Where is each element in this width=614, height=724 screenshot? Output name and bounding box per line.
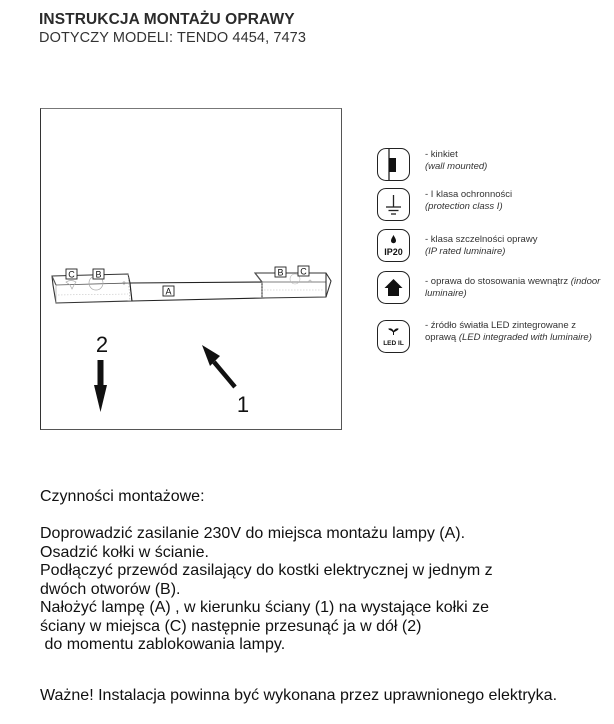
label-a: A bbox=[165, 286, 172, 297]
legend-text-en: (LED integraded with luminaire) bbox=[458, 331, 592, 343]
instruction-line: Podłączyć przewód zasilający do kostki elektrycznej w jednym z bbox=[40, 562, 493, 579]
legend-text-pl: - kinkiet bbox=[425, 149, 458, 160]
indoor-house-icon bbox=[377, 271, 410, 304]
lamp-middle-bar bbox=[130, 282, 264, 301]
legend-text-pl: - klasa szczelności oprawy bbox=[425, 234, 538, 245]
assembly-instructions bbox=[40, 488, 600, 655]
label-c-left: C bbox=[68, 269, 75, 280]
legend-text-pl-span: - źródło światła LED zintegrowane z oprawą bbox=[425, 320, 577, 343]
lamp-right-end bbox=[255, 273, 331, 298]
step-2-label: 2 bbox=[95, 332, 109, 357]
protection-class-ground-icon bbox=[377, 188, 410, 221]
legend-text-en: (wall mounted) bbox=[425, 160, 488, 172]
document-subtitle: DOTYCZY MODELI: TENDO 4454, 7473 bbox=[39, 30, 306, 46]
step-1-label: 1 bbox=[236, 392, 250, 417]
instruction-line: do momentu zablokowania lampy. bbox=[40, 636, 286, 653]
water-drop-icon bbox=[391, 235, 396, 243]
ip20-icon-label: IP20 bbox=[384, 247, 403, 257]
document-title: INSTRUKCJA MONTAŻU OPRAWY bbox=[39, 11, 295, 28]
label-b-left: B bbox=[95, 269, 102, 280]
arrow-down-icon bbox=[94, 360, 107, 412]
ip20-icon bbox=[377, 229, 410, 262]
leaf-icon bbox=[389, 329, 398, 335]
label-b-right: B bbox=[277, 267, 284, 278]
instruction-line: dwóch otworów (B). bbox=[40, 580, 181, 598]
instruction-line: Osadzić kołki w ścianie. bbox=[40, 543, 209, 561]
led-icon-label: LED IL bbox=[383, 340, 404, 347]
legend-text-pl-span: - oprawa do stosowania wewnątrz bbox=[425, 276, 569, 287]
legend-text-pl: - I klasa ochronności bbox=[425, 189, 513, 200]
instruction-line: Nałożyć lampę (A) , w kierunku ściany (1) na wystające kołki ze bbox=[40, 599, 490, 616]
led-integrated-icon bbox=[377, 320, 410, 353]
legend-text-en: (protection class I) bbox=[425, 200, 503, 212]
instructions-heading: Czynności montażowe: bbox=[40, 488, 205, 505]
legend-text-pl bbox=[425, 276, 605, 299]
wall-mounted-icon bbox=[377, 148, 410, 181]
label-c-right: C bbox=[300, 266, 307, 277]
legend-text-pl bbox=[425, 320, 595, 343]
legend-text-en: (indoor luminaire) bbox=[425, 276, 601, 299]
instruction-line: ściany w miejsca (C) następnie przesunąć ja w dół (2) bbox=[40, 617, 422, 635]
arrow-diagonal-icon bbox=[202, 345, 235, 387]
legend-text-en: (IP rated luminaire) bbox=[425, 245, 506, 257]
instruction-line: Doprowadzić zasilanie 230V do miejsca montażu lampy (A). bbox=[40, 525, 466, 542]
installation-warning: Ważne! Instalacja powinna być wykonana przez uprawnionego elektryka. bbox=[40, 687, 558, 704]
